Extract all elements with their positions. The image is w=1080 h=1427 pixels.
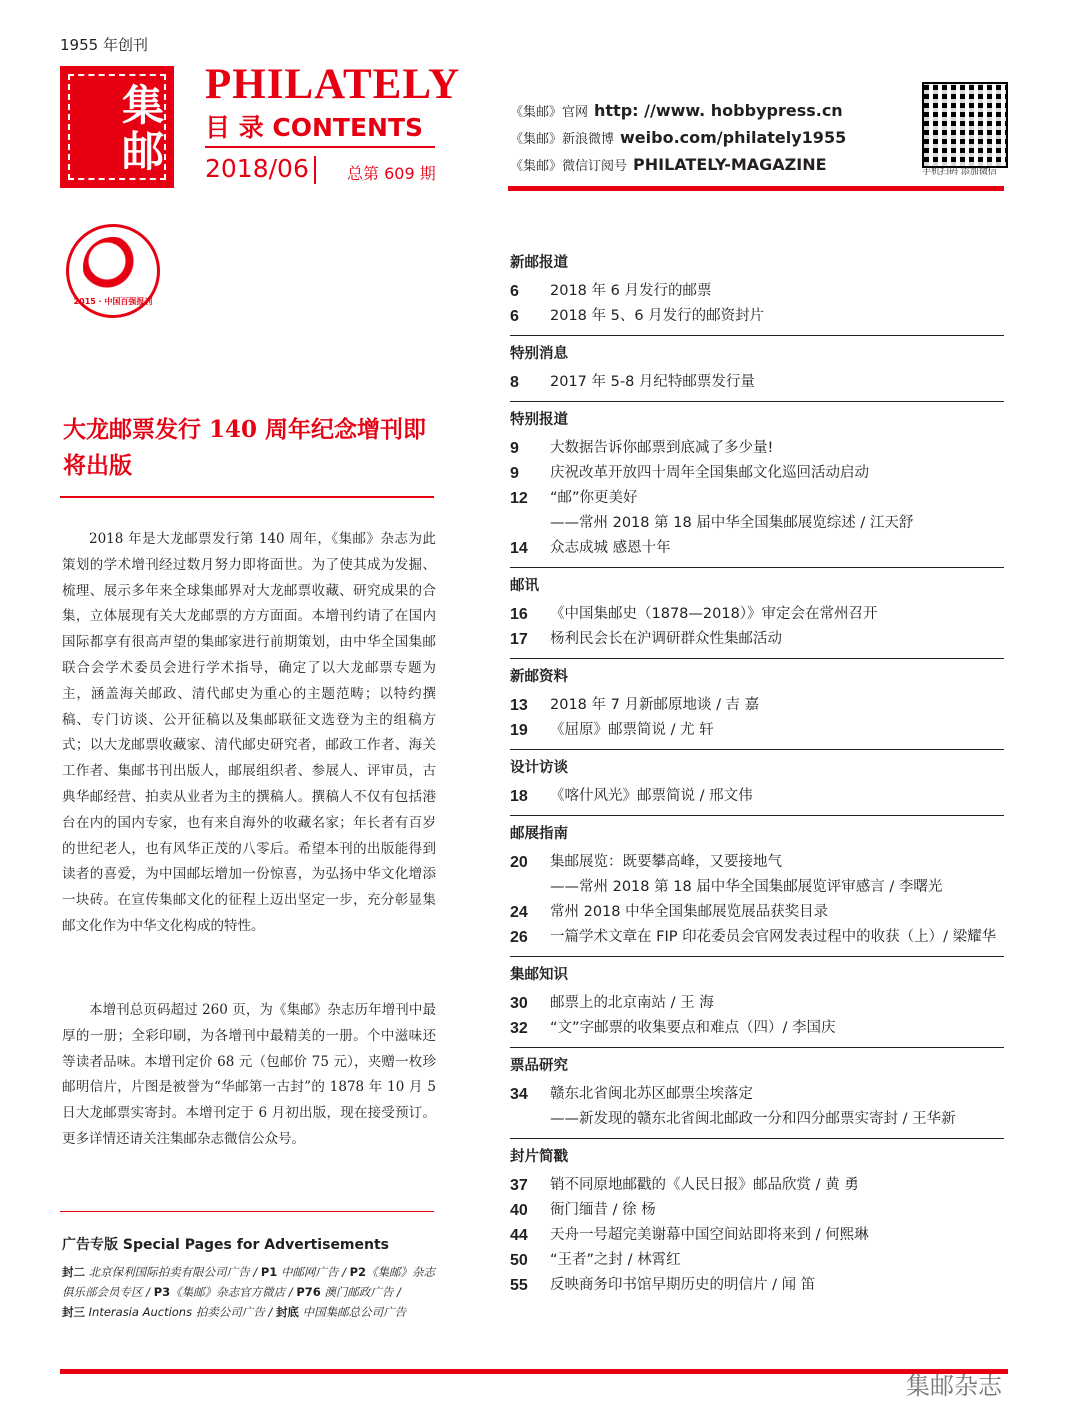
toc-page-number: 14 <box>510 540 528 557</box>
ad-desc: Interasia Auctions 拍卖公司广告 / <box>88 1305 273 1319</box>
toc-item[interactable] <box>510 602 1004 627</box>
qr-code-icon[interactable] <box>922 82 1008 168</box>
toc-item[interactable] <box>510 900 1004 925</box>
wechat-id[interactable]: PHILATELY-MAGAZINE <box>633 155 827 174</box>
toc-item-title: 天舟一号超完美谢幕中国空间站即将来到 / 何熙琳 <box>550 1227 869 1243</box>
toc-section-title: 特别报道 <box>510 412 568 428</box>
weibo-url[interactable]: weibo.com/philately1955 <box>620 128 847 147</box>
toc-section <box>510 574 1004 659</box>
toc-section-rule <box>510 1047 1004 1048</box>
toc-section-title: 邮讯 <box>510 578 539 594</box>
toc-section-title: 特别消息 <box>510 346 568 362</box>
toc-section <box>510 756 1004 816</box>
contents-label: 目 录 CONTENTS <box>205 113 424 142</box>
toc-page-number: 9 <box>510 465 519 482</box>
toc-item-title: 杨利民会长在沪调研群众性集邮活动 <box>550 631 782 647</box>
ad-page: P2 <box>349 1265 367 1279</box>
toc-item[interactable] <box>510 1173 1004 1198</box>
toc-page-number: 20 <box>510 854 528 871</box>
ads-list <box>62 1262 442 1322</box>
toc-item-title: 反映商务印书馆早期历史的明信片 / 闻 笛 <box>550 1277 816 1293</box>
issue-number: 总第 609 期 <box>347 164 436 183</box>
toc-section <box>510 1145 1004 1298</box>
website-link[interactable] <box>510 101 843 120</box>
issue-divider <box>314 156 316 184</box>
toc-section-rule <box>510 1138 1004 1139</box>
toc-item-title: 常州 2018 中华全国集邮展览展品获奖目录 <box>550 904 829 920</box>
ads-rule <box>60 1211 434 1212</box>
seal-text: 2015 · 中国百强报刊 <box>73 297 153 306</box>
wechat-link[interactable] <box>510 155 827 174</box>
toc-item-title: 《喀什风光》邮票简说 / 邢文伟 <box>550 788 753 804</box>
toc-section <box>510 342 1004 402</box>
ad-desc: 中邮网广告 / <box>280 1265 346 1279</box>
masthead-title: PHILATELY <box>205 61 461 108</box>
headline-rule <box>60 496 434 498</box>
paragraph-text: 2018 年是大龙邮票发行第 140 周年，《集邮》杂志为此策划的学术增刊经过数月努力即将面世。为了使其成为发掘、梳理、展示多年来全球集邮界对大龙邮票收藏、研究成果的合集，立体展现有关大龙邮票的方方面面。本增刊约请了在国内国际都享有很高声望的集邮家进行前期策划，由中华全国集邮联合会学术委员会进行学术指导，确定了以大龙邮票专题为主，涵盖海关邮政、清代邮史为重心的主题范畴；以特约撰稿、专门访谈、公开征稿以及集邮联征文选登为主的组稿方式；以大龙邮票收藏家、清代邮史研究者，邮政工作者、海关工作者、集邮书刊出版人，邮展组织者、参展人、评审员，古典华邮经营、拍卖从业者为主的撰稿人。撰稿人不仅有包括港台在内的国内专家，也有来自海外的收藏名家；年长者有百岁的世纪老人，也有风华正茂的八零后。希望本刊的出版能得到读者的喜爱，为中国邮坛增加一份惊喜，为弘扬中华文化增添一块砖。在宣传集邮文化的征程上迈出坚定一步，充分彰显集邮文化作为中华文化构成的特性。 <box>62 531 436 934</box>
toc-item-title: 大数据告诉你邮票到底减了多少量! <box>550 440 774 456</box>
toc-section <box>510 963 1004 1048</box>
ad-desc: 北京保利国际拍卖有限公司广告 / <box>88 1265 258 1279</box>
bottom-red-rule <box>60 1369 1008 1374</box>
toc-item-title: 《中国集邮史（1878—2018）》审定会在常州召开 <box>550 606 878 622</box>
toc-item-title: 邮票上的北京南站 / 王 海 <box>550 995 714 1011</box>
feature-paragraph-2 <box>62 998 436 1153</box>
toc-item-subtitle: ——新发现的赣东北省闽北邮政一分和四分邮票实寄封 / 王华新 <box>550 1111 956 1127</box>
ads-title: 广告专版 Special Pages for Advertisements <box>62 1237 390 1253</box>
toc-section <box>510 408 1004 568</box>
toc-item-title: 众志成城 感恩十年 <box>550 540 671 556</box>
toc-section-title: 集邮知识 <box>510 967 568 983</box>
toc-item[interactable] <box>510 784 1004 809</box>
toc-item[interactable] <box>510 1082 1004 1107</box>
toc-page-number: 24 <box>510 904 528 921</box>
toc-section-rule <box>510 815 1004 816</box>
toc-page-number: 18 <box>510 788 528 805</box>
ad-desc: 中国集邮总公司广告 <box>302 1305 407 1319</box>
toc-item[interactable] <box>510 1273 1004 1298</box>
toc-page-number: 50 <box>510 1252 528 1269</box>
toc-item-title: 2018 年 5、6 月发行的邮资封片 <box>550 308 765 324</box>
weibo-link[interactable] <box>510 128 846 147</box>
toc-section-title: 新邮资料 <box>510 669 568 685</box>
toc-page-number: 26 <box>510 929 528 946</box>
toc-page-number: 8 <box>510 374 519 391</box>
toc-page-number: 12 <box>510 490 528 507</box>
toc-page-number: 17 <box>510 631 528 648</box>
ad-desc: 《集邮》杂志官方微店 / <box>170 1285 293 1299</box>
toc-page-number: 9 <box>510 440 519 457</box>
website-label: 《集邮》官网 <box>510 105 589 120</box>
toc-item[interactable] <box>510 850 1004 875</box>
paragraph-text: 本增刊总页码超过 260 页，为《集邮》杂志历年增刊中最厚的一册；全彩印刷，为各增刊中最精美的一册。个中滋味还等读者品味。本增刊定价 68 元（包邮价 75 元），夹赠一枚珍邮明信片，片图是被誉为“华邮第一古封”的 1878 年 10 月 5 日大龙邮票实寄封。本增刊定于 6 月初出版，现在接受预订。更多详情还请关注集邮杂志微信公众号。 <box>62 1002 436 1147</box>
toc-section-rule <box>510 749 1004 750</box>
toc-section-rule <box>510 335 1004 336</box>
toc-item-title: 2018 年 7 月新邮原地谈 / 吉 嘉 <box>550 697 760 713</box>
toc-page-number: 55 <box>510 1277 528 1294</box>
magazine-logo <box>60 66 174 188</box>
toc-item-title: “邮”你更美好 <box>550 490 638 506</box>
toc-page-number: 44 <box>510 1227 528 1244</box>
qr-caption: 手机扫码 添加微信 <box>922 167 997 177</box>
table-of-contents <box>510 251 1004 1298</box>
toc-item[interactable] <box>510 991 1004 1016</box>
toc-page-number: 32 <box>510 1020 528 1037</box>
toc-page-number: 30 <box>510 995 528 1012</box>
toc-section <box>510 251 1004 336</box>
toc-item-title: 庆祝改革开放四十周年全国集邮文化巡回活动启动 <box>550 465 869 481</box>
header-divider <box>205 146 435 148</box>
toc-section-rule <box>510 401 1004 402</box>
toc-section <box>510 1054 1004 1139</box>
toc-section-title: 封片简戳 <box>510 1149 568 1165</box>
toc-section <box>510 665 1004 750</box>
toc-item[interactable] <box>510 304 1004 329</box>
toc-item-title: “王者”之封 / 林霄红 <box>550 1252 681 1268</box>
toc-item[interactable] <box>510 536 1004 561</box>
wechat-watermark: 集邮杂志 <box>906 1372 1002 1400</box>
toc-item[interactable] <box>510 1248 1004 1273</box>
ad-page: P76 <box>296 1285 321 1299</box>
toc-item-subtitle: ——常州 2018 第 18 届中华全国集邮展览评审感言 / 李曙光 <box>550 879 943 895</box>
ad-page: 封底 <box>275 1305 299 1319</box>
ad-page: P3 <box>153 1285 171 1299</box>
toc-item-title: 衙门缅昔 / 徐 杨 <box>550 1202 656 1218</box>
toc-page-number: 40 <box>510 1202 528 1219</box>
toc-page-number: 6 <box>510 283 519 300</box>
website-url[interactable]: http: //www. hobbypress.cn <box>594 101 843 120</box>
ad-page: 封二 <box>62 1265 85 1279</box>
toc-section <box>510 822 1004 957</box>
toc-item-title: 销不同原地邮戳的《人民日报》邮品欣赏 / 黄 勇 <box>550 1177 859 1193</box>
toc-page-number: 37 <box>510 1177 528 1194</box>
ad-page: P1 <box>260 1265 278 1279</box>
feature-headline: 大龙邮票发行 140 周年纪念增刊即将出版 <box>63 416 427 479</box>
ad-desc: 《集邮》杂志俱乐部会员专区 / <box>62 1265 436 1299</box>
toc-item[interactable] <box>510 925 1004 950</box>
toc-item-title: 2017 年 5-8 月纪特邮票发行量 <box>550 374 755 390</box>
logo-text: 集邮 <box>68 74 166 180</box>
toc-section-rule <box>510 658 1004 659</box>
toc-item[interactable] <box>510 370 1004 395</box>
ad-desc: 澳门邮政广告 / <box>324 1285 401 1299</box>
toc-item[interactable] <box>510 693 1004 718</box>
feature-paragraph-1 <box>62 527 436 940</box>
toc-page-number: 19 <box>510 722 528 739</box>
toc-item[interactable] <box>510 1016 1004 1041</box>
toc-item[interactable] <box>510 1198 1004 1223</box>
toc-item-title: 《屈原》邮票简说 / 尤 轩 <box>550 722 714 738</box>
toc-item-title: 集邮展览：既要攀高峰，又要接地气 <box>550 854 782 870</box>
toc-item[interactable] <box>510 627 1004 652</box>
toc-item-title: “文”字邮票的收集要点和难点（四）/ 李国庆 <box>550 1020 836 1036</box>
toc-section-title: 新邮报道 <box>510 255 568 271</box>
toc-item-subtitle: ——常州 2018 第 18 届中华全国集邮展览综述 / 江天舒 <box>550 515 914 531</box>
toc-item[interactable] <box>510 436 1004 461</box>
toc-item[interactable] <box>510 279 1004 304</box>
award-seal-icon <box>66 224 160 318</box>
toc-item-title: 赣东北省闽北苏区邮票尘埃落定 <box>550 1086 753 1102</box>
toc-section-title: 设计访谈 <box>510 760 568 776</box>
toc-page-number: 34 <box>510 1086 528 1103</box>
ad-page: 封三 <box>62 1305 85 1319</box>
toc-section-rule <box>510 567 1004 568</box>
toc-item[interactable] <box>510 718 1004 743</box>
top-red-rule <box>508 186 1004 191</box>
toc-section-rule <box>510 956 1004 957</box>
weibo-label: 《集邮》新浪微博 <box>510 132 615 147</box>
toc-page-number: 13 <box>510 697 528 714</box>
toc-section-title: 邮展指南 <box>510 826 568 842</box>
toc-item[interactable] <box>510 1223 1004 1248</box>
toc-item-title: 一篇学术文章在 FIP 印花委员会官网发表过程中的收获（上）/ 梁耀华 <box>550 929 997 945</box>
wechat-label: 《集邮》微信订阅号 <box>510 159 628 174</box>
toc-item-title: 2018 年 6 月发行的邮票 <box>550 283 712 299</box>
toc-page-number: 6 <box>510 308 519 325</box>
established-year: 1955 年创刊 <box>60 36 148 54</box>
issue-date: 2018/06 <box>205 154 309 183</box>
toc-section-title: 票品研究 <box>510 1058 568 1074</box>
toc-page-number: 16 <box>510 606 528 623</box>
toc-item[interactable] <box>510 461 1004 486</box>
toc-item[interactable] <box>510 486 1004 511</box>
